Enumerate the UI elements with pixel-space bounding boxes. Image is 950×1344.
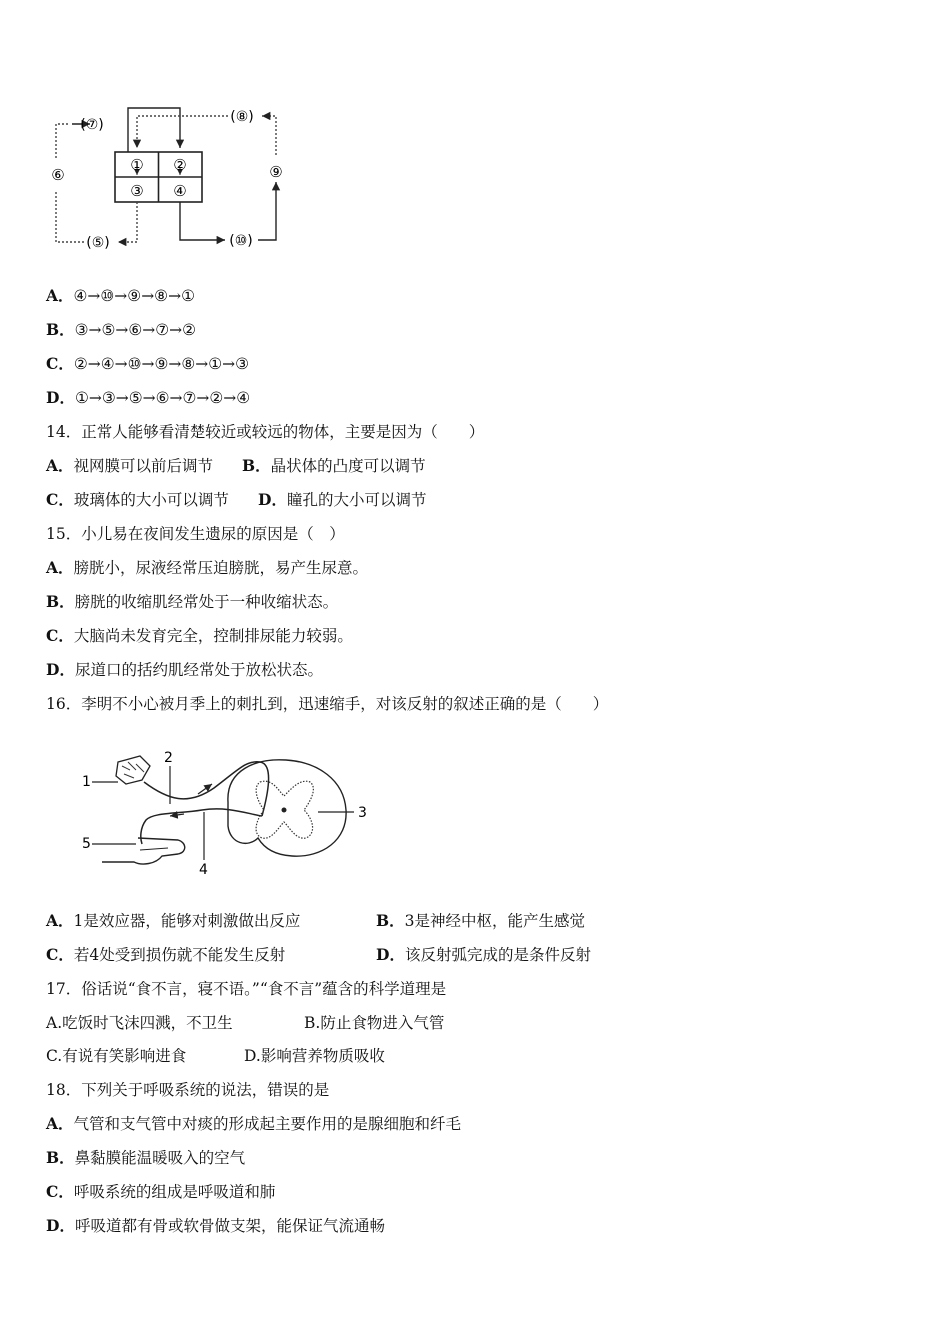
q17-option-a-label: A. — [46, 1014, 63, 1032]
q14-option-d-text: 瞳孔的大小可以调节 — [286, 491, 427, 509]
q15-option-b-label: B． — [46, 592, 75, 611]
q13-option-b-text: ③→⑤→⑥→⑦→② — [74, 321, 197, 339]
spinal-cord — [228, 760, 346, 856]
diagram-label-4: ④ — [173, 182, 187, 200]
q14-options-row-2 — [46, 490, 427, 510]
q17-option-c-label: C. — [46, 1047, 63, 1065]
q16-stem: 16．李明不小心被月季上的刺扎到，迅速缩手，对该反射的叙述正确的是（ ） — [46, 695, 609, 713]
q18-option-b — [46, 1148, 245, 1168]
q17-option-a-text: 吃饭时飞沫四溅，不卫生 — [62, 1014, 233, 1032]
q14-option-a-text: 视网膜可以前后调节 — [73, 457, 214, 475]
q16-option-b-text: 3是神经中枢，能产生感觉 — [404, 912, 585, 930]
q13-option-b — [46, 320, 196, 340]
q13-option-d-label: D． — [46, 388, 75, 407]
diagram-label-2: ② — [173, 156, 187, 174]
q16-option-b-label: B． — [376, 911, 405, 930]
diagram-label-9: ⑨ — [269, 163, 283, 181]
q13-option-d — [46, 388, 250, 408]
q13-option-a-text: ④→⑩→⑨→⑧→① — [73, 287, 195, 305]
diagram-label-7: (⑦) — [80, 117, 104, 133]
q15-stem: 15．小儿易在夜间发生遗尿的原因是（ ） — [46, 525, 345, 543]
q15-option-d — [46, 660, 323, 680]
q17-option-d-label: D. — [244, 1047, 261, 1065]
q18-option-d-text: 呼吸道都有骨或软骨做支架，能保证气流通畅 — [74, 1217, 385, 1235]
diagram-label-6: ⑥ — [51, 166, 65, 184]
q18-option-c-label: C． — [46, 1182, 74, 1201]
q18-option-c-text: 呼吸系统的组成是呼吸道和肺 — [73, 1183, 276, 1201]
q14-options-row-1 — [46, 456, 426, 476]
diagram-label-8: (⑧) — [230, 109, 254, 125]
q13-option-c-text: ②→④→⑩→⑨→⑧→①→③ — [73, 355, 250, 373]
q18-option-a-text: 气管和支气管中对痰的形成起主要作用的是腺细胞和纤毛 — [73, 1115, 462, 1133]
q13-option-a-label: A． — [46, 286, 74, 305]
q16-options-row-1 — [46, 911, 585, 931]
q15-option-b-text: 膀胱的收缩肌经常处于一种收缩状态。 — [74, 593, 339, 611]
q13-option-c-label: C． — [46, 354, 74, 373]
diagram-label-10: (⑩) — [229, 233, 253, 249]
solid-path-4-to-10 — [180, 202, 225, 240]
q14-option-c-text: 玻璃体的大小可以调节 — [73, 491, 229, 509]
q14-option-d-label: D． — [258, 490, 287, 509]
q18-stem: 18．下列关于呼吸系统的说法，错误的是 — [46, 1081, 330, 1099]
q17-option-b-text: 防止食物进入气管 — [320, 1014, 445, 1032]
figure-label-5: 5 — [82, 836, 91, 852]
q16-option-d-label: D． — [376, 945, 405, 964]
figure-label-1: 1 — [82, 774, 91, 790]
circulation-diagram — [40, 100, 300, 260]
dotted-path-3-to-5 — [118, 202, 137, 242]
diagram-label-5: (⑤) — [86, 235, 110, 251]
q15-option-d-text: 尿道口的括约肌经常处于放松状态。 — [74, 661, 323, 679]
diagram-label-3: ③ — [130, 182, 144, 200]
q16-option-c-text: 若4处受到损伤就不能发生反射 — [73, 946, 286, 964]
q13-option-a — [46, 286, 195, 306]
q16-options-row-2 — [46, 945, 591, 965]
q15-option-c-label: C． — [46, 626, 74, 645]
q15-option-a-label: A． — [46, 558, 74, 577]
q13-option-d-text: ①→③→⑤→⑥→⑦→②→④ — [74, 389, 251, 407]
hand-arm — [102, 838, 185, 864]
q18-option-d — [46, 1216, 385, 1236]
q15-option-b — [46, 592, 338, 612]
q14-option-b-label: B． — [242, 456, 271, 475]
thorn-skin-patch — [116, 756, 150, 784]
q18-option-b-label: B． — [46, 1148, 75, 1167]
diagram-label-1: ① — [130, 156, 144, 174]
q18-option-b-text: 鼻黏膜能温暖吸入的空气 — [74, 1149, 246, 1167]
q17-stem: 17．俗话说“食不言，寝不语。”“食不言”蕴含的科学道理是 — [46, 980, 447, 998]
q13-option-b-label: B． — [46, 320, 75, 339]
q15-option-c-text: 大脑尚未发育完全，控制排尿能力较弱。 — [73, 627, 353, 645]
q15-option-a — [46, 558, 368, 578]
q13-option-c — [46, 354, 249, 374]
q18-option-a-label: A． — [46, 1114, 74, 1133]
q15-option-c — [46, 626, 353, 646]
q14-option-c-label: C． — [46, 490, 74, 509]
reflex-arc-figure — [78, 740, 378, 880]
q18-option-c — [46, 1182, 275, 1202]
q16-option-d-text: 该反射弧完成的是条件反射 — [404, 946, 591, 964]
q14-option-b-text: 晶状体的凸度可以调节 — [270, 457, 426, 475]
q16-option-a-text: 1是效应器，能够对刺激做出反应 — [73, 912, 301, 930]
q14-option-a-label: A． — [46, 456, 74, 475]
q18-option-d-label: D． — [46, 1216, 75, 1235]
q17-option-c-text: 有说有笑影响进食 — [62, 1047, 187, 1065]
figure-label-4: 4 — [199, 862, 208, 878]
q17-option-b-label: B. — [304, 1014, 321, 1032]
q16-option-c-label: C． — [46, 945, 74, 964]
q18-option-a — [46, 1114, 461, 1134]
figure-label-2: 2 — [164, 750, 173, 766]
q15-option-a-text: 膀胱小，尿液经常压迫膀胱，易产生尿意。 — [73, 559, 369, 577]
figure-label-3: 3 — [358, 805, 367, 821]
q16-option-a-label: A． — [46, 911, 74, 930]
q15-option-d-label: D． — [46, 660, 75, 679]
q14-stem: 14．正常人能够看清楚较近或较远的物体，主要是因为（ ） — [46, 423, 485, 441]
q17-option-d-text: 影响营养物质吸收 — [260, 1047, 385, 1065]
dotted-path-8-to-1 — [137, 116, 228, 148]
q17-options-row-1 — [46, 1013, 445, 1033]
q17-options-row-2 — [46, 1046, 385, 1066]
